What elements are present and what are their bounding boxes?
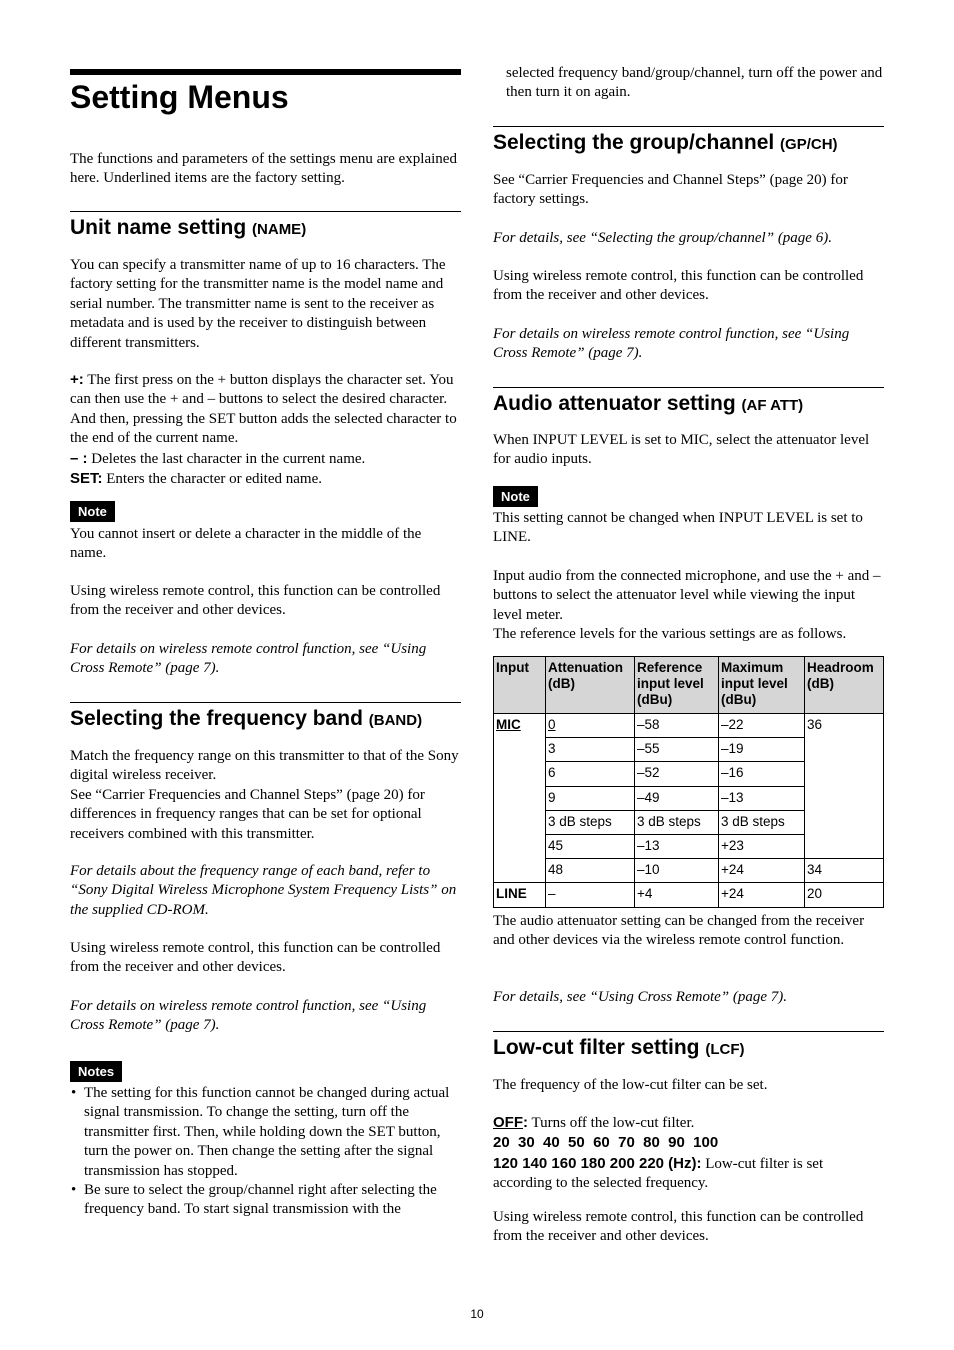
section-heading-lcf: Low-cut filter setting (LCF) — [493, 1036, 745, 1059]
headroom-cell: 20 — [805, 883, 884, 907]
table-cell: –13 — [719, 786, 805, 810]
table-cell: 3 dB steps — [635, 810, 719, 834]
notes-label: Notes — [70, 1061, 122, 1082]
notes-list — [70, 1084, 461, 1220]
table-cell: +24 — [719, 859, 805, 883]
att-remote-text: The audio attenuator setting can be changed from the receiver and other devices via the wireless remote control function. — [493, 913, 865, 949]
table-row — [494, 859, 884, 883]
note-text: You cannot insert or delete a character in the middle of the name. — [70, 526, 422, 562]
remote-reference: For details on wireless remote control function, see “Using Cross Remote” (page 7). — [493, 326, 850, 362]
table-cell: +4 — [635, 883, 719, 907]
table-cell: +23 — [719, 834, 805, 858]
section-rule — [493, 387, 884, 388]
table-cell: –52 — [635, 762, 719, 786]
section-heading-gpch: Selecting the group/channel (GP/CH) — [493, 131, 838, 154]
name-button-list: +: The first press on the + button displays the character set. You can then use the + and – buttons to select the desired character. And then, pressing the SET button adds the selected character to the end of the current name. – : Deletes the last character in the current name. SET: Enters the character or edited name. — [70, 371, 457, 488]
section-heading-name: Unit name setting (NAME) — [70, 216, 307, 239]
table-cell: 45 — [546, 834, 635, 858]
table-cell: –22 — [719, 714, 805, 738]
table-cell: –19 — [719, 738, 805, 762]
table-cell: 0 — [546, 714, 635, 738]
page-title: Setting Menus — [70, 79, 289, 115]
title-bar — [70, 69, 461, 75]
table-cell: 3 — [546, 738, 635, 762]
gpch-description: See “Carrier Frequencies and Channel Steps” (page 20) for factory settings. — [493, 172, 848, 208]
remote-reference: For details on wireless remote control function, see “Using Cross Remote” (page 7). — [70, 641, 427, 677]
table-cell: 3 dB steps — [719, 810, 805, 834]
table-row — [494, 714, 884, 738]
att-description: When INPUT LEVEL is set to MIC, select the attenuator level for audio inputs. — [493, 432, 870, 468]
section-rule — [493, 126, 884, 127]
att-instructions: Input audio from the connected microphone, and use the + and – buttons to select the attenuator level while viewing the input level meter. The reference levels for the various settings are as follows. — [493, 568, 881, 643]
section-rule — [70, 702, 461, 703]
list-item: • Be sure to select the group/channel right after selecting the frequency band. To start signal transmission with the — [70, 1181, 461, 1220]
list-item: • The setting for this function cannot be changed during actual signal transmission. To change the setting, turn off the transmitter first. Then, while holding down the SET button, turn the power on. Then change the setting after the signal transmission has stopped. — [70, 1084, 461, 1181]
note-label: Note — [70, 501, 115, 522]
table-cell: –16 — [719, 762, 805, 786]
table-header-row — [494, 657, 884, 714]
name-description: You can specify a transmitter name of up to 16 characters. The factory setting for the transmitter name is the model name and serial number. The transmitter name is sent to the receiver as metadata and is used by the receiver to distinguish between different transmitters. — [70, 257, 446, 351]
column-header: Reference input level (dBu) — [635, 657, 719, 714]
gpch-details: For details, see “Selecting the group/channel” (page 6). — [493, 230, 832, 246]
table-cell: 3 dB steps — [546, 810, 635, 834]
lcf-options: OFF: Turns off the low-cut filter. 20 30 40 50 60 70 80 90 100 120 140 160 180 200 220 (Hz): Low-cut filter is set according to the selected frequency. — [493, 1114, 824, 1192]
table-cell: –58 — [635, 714, 719, 738]
table-cell: 48 — [546, 859, 635, 883]
remote-text: Using wireless remote control, this function can be controlled from the receiver and other devices. — [493, 1209, 864, 1245]
note-label: Note — [493, 486, 538, 507]
lcf-description: The frequency of the low-cut filter can be set. — [493, 1077, 768, 1093]
input-cell-line: LINE — [494, 883, 546, 907]
table-cell: –13 — [635, 834, 719, 858]
remote-text: Using wireless remote control, this function can be controlled from the receiver and other devices. — [493, 268, 864, 304]
remote-text: Using wireless remote control, this function can be controlled from the receiver and other devices. — [70, 940, 441, 976]
column-header: Headroom (dB) — [805, 657, 884, 714]
remote-text: Using wireless remote control, this function can be controlled from the receiver and other devices. — [70, 583, 441, 619]
table-row — [494, 883, 884, 907]
column-header: Attenuation (dB) — [546, 657, 635, 714]
column-header: Input — [494, 657, 546, 714]
continued-text: selected frequency band/group/channel, turn off the power and then turn it on again. — [506, 65, 883, 101]
band-details: For details about the frequency range of each band, refer to “Sony Digital Wireless Microphone System Frequency Lists” on the supplied CD-ROM. — [70, 863, 457, 918]
section-heading-att: Audio attenuator setting (AF ATT) — [493, 392, 804, 415]
remote-reference: For details on wireless remote control function, see “Using Cross Remote” (page 7). — [70, 998, 427, 1034]
headroom-cell: 36 — [805, 714, 884, 859]
input-cell-mic: MIC — [494, 714, 546, 883]
table-cell: 6 — [546, 762, 635, 786]
table-cell: –49 — [635, 786, 719, 810]
table-cell: –55 — [635, 738, 719, 762]
section-rule — [493, 1031, 884, 1032]
table-cell: 9 — [546, 786, 635, 810]
band-description: Match the frequency range on this transmitter to that of the Sony digital wireless receiver. See “Carrier Frequencies and Channel Steps” (page 20) for differences in frequency ranges that can be set for optional receivers combined with this transmitter. — [70, 748, 459, 842]
table-cell: – — [546, 883, 635, 907]
column-header: Maximum input level (dBu) — [719, 657, 805, 714]
note-text: This setting cannot be changed when INPUT LEVEL is set to LINE. — [493, 510, 863, 546]
att-details: For details, see “Using Cross Remote” (page 7). — [493, 989, 788, 1005]
table-cell: +24 — [719, 883, 805, 907]
section-rule — [70, 211, 461, 212]
headroom-cell: 34 — [805, 859, 884, 883]
section-heading-band: Selecting the frequency band (BAND) — [70, 707, 423, 730]
intro-text: The functions and parameters of the settings menu are explained here. Underlined items are the factory setting. — [70, 151, 457, 187]
attenuator-table — [493, 656, 884, 908]
page-number: 10 — [470, 1307, 484, 1321]
table-cell: –10 — [635, 859, 719, 883]
